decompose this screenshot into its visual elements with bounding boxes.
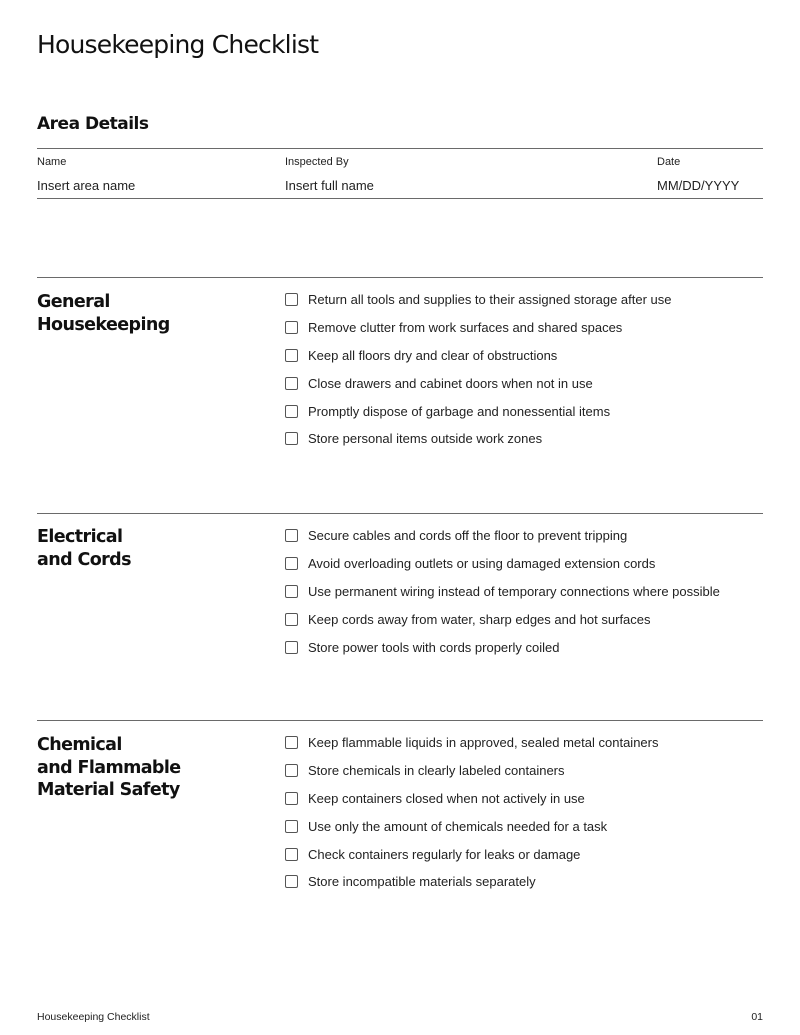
checklist-item[interactable] xyxy=(285,840,658,868)
section-title-line: and Flammable xyxy=(37,757,181,778)
checklist-item[interactable] xyxy=(285,633,720,661)
checklist-item-label: Keep containers closed when not actively in use xyxy=(308,790,585,806)
checklist-item-label: Store power tools with cords properly coiled xyxy=(308,639,560,655)
checklist-item-label: Secure cables and cords off the floor to prevent tripping xyxy=(308,528,628,544)
checklist-item[interactable] xyxy=(285,550,720,578)
divider xyxy=(37,148,763,149)
checklist-item-label: Use only the amount of chemicals needed for a task xyxy=(308,818,608,834)
section-title-line: Housekeeping xyxy=(37,314,170,335)
checkbox-icon[interactable] xyxy=(285,848,298,861)
checklist-item[interactable] xyxy=(285,314,672,342)
name-label: Name xyxy=(37,156,67,168)
checklist-item-label: Avoid overloading outlets or using damaged extension cords xyxy=(308,556,656,572)
inspected-by-label: Inspected By xyxy=(285,156,349,168)
checkbox-icon[interactable] xyxy=(285,764,298,777)
section-divider xyxy=(37,277,763,278)
checklist-item[interactable] xyxy=(285,425,672,453)
checkbox-icon[interactable] xyxy=(285,349,298,362)
section-divider xyxy=(37,513,763,514)
section-title-general-housekeeping xyxy=(37,291,257,336)
checklist-item-label: Promptly dispose of garbage and nonessential items xyxy=(308,403,611,419)
checklist-item-label: Keep all floors dry and clear of obstructions xyxy=(308,347,558,363)
checklist-item[interactable] xyxy=(285,729,658,757)
checklist-item-label: Remove clutter from work surfaces and shared spaces xyxy=(308,320,623,336)
checklist-item[interactable] xyxy=(285,342,672,370)
checklist-chemical-safety xyxy=(285,729,658,896)
checkbox-icon[interactable] xyxy=(285,321,298,334)
section-title-electrical-and-cords xyxy=(37,526,257,571)
checkbox-icon[interactable] xyxy=(285,293,298,306)
checkbox-icon[interactable] xyxy=(285,613,298,626)
checklist-item[interactable] xyxy=(285,868,658,896)
date-label: Date xyxy=(657,156,681,168)
checklist-item-label: Return all tools and supplies to their assigned storage after use xyxy=(308,292,672,308)
checkbox-icon[interactable] xyxy=(285,405,298,418)
checklist-item-label: Store personal items outside work zones xyxy=(308,431,543,447)
checklist-item-label: Close drawers and cabinet doors when not in use xyxy=(308,375,593,391)
checklist-item[interactable] xyxy=(285,522,720,550)
checklist-item[interactable] xyxy=(285,397,672,425)
checklist-item-label: Store chemicals in clearly labeled containers xyxy=(308,763,565,779)
date-field[interactable] xyxy=(657,156,739,193)
checklist-item-label: Keep cords away from water, sharp edges and hot surfaces xyxy=(308,611,651,627)
checklist-item[interactable] xyxy=(285,605,720,633)
name-input[interactable]: Insert area name xyxy=(37,178,136,193)
section-title-line: Material Safety xyxy=(37,780,180,800)
checklist-item[interactable] xyxy=(285,286,672,314)
checklist-item-label: Store incompatible materials separately xyxy=(308,874,536,890)
date-input[interactable]: MM/DD/YYYY xyxy=(657,178,740,193)
checklist-item-label: Check containers regularly for leaks or damage xyxy=(308,846,581,862)
checklist-item[interactable] xyxy=(285,812,658,840)
checklist-item[interactable] xyxy=(285,785,658,813)
checklist-item-label: Keep flammable liquids in approved, sealed metal containers xyxy=(308,735,659,751)
checklist-item[interactable] xyxy=(285,578,720,606)
checkbox-icon[interactable] xyxy=(285,432,298,445)
checkbox-icon[interactable] xyxy=(285,792,298,805)
name-field[interactable] xyxy=(37,156,135,193)
checkbox-icon[interactable] xyxy=(285,875,298,888)
checkbox-icon[interactable] xyxy=(285,377,298,390)
inspected-by-input[interactable]: Insert full name xyxy=(285,178,374,193)
divider xyxy=(37,198,763,199)
footer-document-name: Housekeeping Checklist xyxy=(37,1011,150,1023)
section-title-line: and Cords xyxy=(37,549,131,570)
footer-page-number: 01 xyxy=(751,1011,763,1023)
checklist-general-housekeeping xyxy=(285,286,672,453)
inspected-by-field[interactable] xyxy=(285,156,374,193)
checkbox-icon[interactable] xyxy=(285,641,298,654)
section-title-line: Electrical xyxy=(37,527,123,547)
checkbox-icon[interactable] xyxy=(285,557,298,570)
section-title-line: Chemical xyxy=(37,735,122,755)
checkbox-icon[interactable] xyxy=(285,529,298,542)
section-title-chemical-and-flammable-material-safety xyxy=(37,734,257,802)
section-divider xyxy=(37,720,763,721)
checkbox-icon[interactable] xyxy=(285,585,298,598)
section-title-line: General xyxy=(37,292,110,312)
checklist-item[interactable] xyxy=(285,369,672,397)
checklist-item[interactable] xyxy=(285,757,658,785)
checkbox-icon[interactable] xyxy=(285,736,298,749)
checkbox-icon[interactable] xyxy=(285,820,298,833)
checklist-electrical-and-cords xyxy=(285,522,720,661)
checklist-item-label: Use permanent wiring instead of temporary connections where possible xyxy=(308,583,720,599)
page-title: Housekeeping Checklist xyxy=(37,30,319,59)
area-details-heading: Area Details xyxy=(37,114,149,134)
